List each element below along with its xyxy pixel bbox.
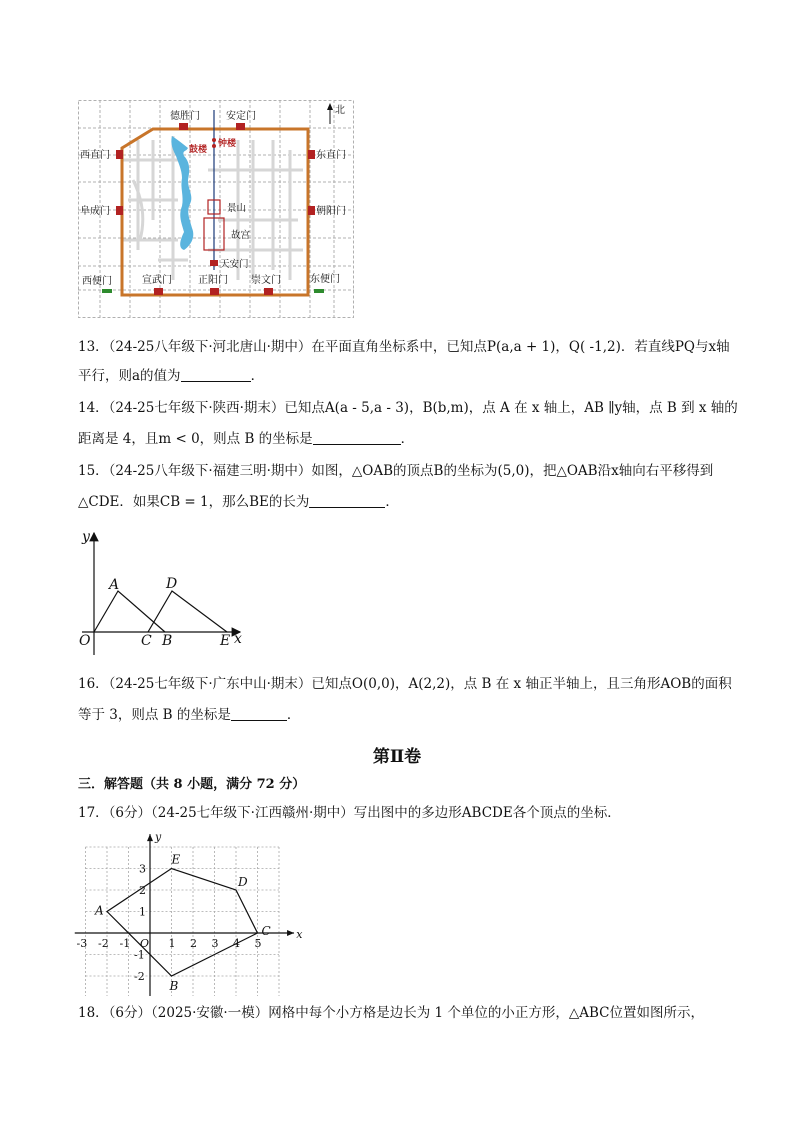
y-tick-label: 2 xyxy=(139,884,146,897)
q15-label-A: A xyxy=(109,577,120,593)
q14-end: ． xyxy=(400,431,415,447)
polygon-ABCDE xyxy=(107,869,258,977)
q15-label-B: B xyxy=(162,633,173,649)
q15-label-C: C xyxy=(141,633,152,649)
part3-title: 三．解答题（共 8 小题，满分 72 分） xyxy=(78,777,306,792)
gate-fucheng: 阜成门 xyxy=(80,206,110,217)
gate-xizhi: 西直门 xyxy=(80,150,110,161)
gate-chongwen: 崇文门 xyxy=(251,275,281,286)
q15-line2 xyxy=(78,493,399,511)
gate-dongzhi: 东直门 xyxy=(316,150,346,161)
gate-anding: 安定门 xyxy=(226,111,256,122)
vertex-label: C xyxy=(261,924,271,938)
q13-line2-text: 平行，则a的值为 xyxy=(78,368,181,384)
q17-line1: 17．（6分）（24-25七年级下·江西赣州·期中）写出图中的多边形ABCDE各个顶点的坐标． xyxy=(78,805,621,821)
dongbian-gate-marker xyxy=(314,289,324,293)
triangle-OAB xyxy=(94,591,165,632)
q16-line1: 16．（24-25七年级下·广东中山·期末）已知点O(0,0)，A(2,2)，点 B 在 x 轴正半轴上，且三角形AOB的面积 xyxy=(78,676,732,692)
q16-line2 xyxy=(78,706,300,724)
map-streets xyxy=(123,136,303,280)
q17-coordinate-figure xyxy=(70,826,306,996)
xibian-gate-marker xyxy=(102,289,112,293)
landmark-gugong: 故宫 xyxy=(231,230,251,241)
q15-line1: 15．（24-25八年级下·福建三明·期中）如图，△OAB的顶点B的坐标为(5,0)，把△OAB沿x轴向右平移得到 xyxy=(78,463,714,479)
q18-line1: 18．（6分）（2025·安徽·一模）网格中每个小方格是边长为 1 个单位的小正方形，△ABC位置如图所示， xyxy=(78,1005,705,1021)
q15-figure xyxy=(74,525,254,660)
triangle-CDE xyxy=(148,591,227,632)
gate-markers xyxy=(116,123,315,295)
north-arrow-icon xyxy=(327,103,333,124)
q14-line1: 14．（24-25七年级下·陕西·期末）已知点A(a - 5,a - 3)，B(b,m)，点 A 在 x 轴上，AB ∥y轴，点 B 到 x 轴的 xyxy=(78,400,738,416)
x-tick-label: 2 xyxy=(190,937,197,950)
x-tick-label: 3 xyxy=(211,937,219,950)
y-tick-label: -1 xyxy=(134,948,145,962)
q14-line2-text: 距离是 4，且m < 0，则点 B 的坐标是 xyxy=(78,431,313,447)
q15-label-y: y xyxy=(82,529,90,545)
x-tick-label: 5 xyxy=(254,937,262,950)
gate-zhengyang: 正阳门 xyxy=(198,275,228,286)
gate-dongbian: 东便门 xyxy=(310,274,340,285)
q15-label-x: x xyxy=(234,631,242,647)
q13-end: ． xyxy=(250,368,265,384)
q13-answer-blank[interactable] xyxy=(181,367,251,382)
gate-xibian: 西便门 xyxy=(82,276,112,287)
y-axis-arrow xyxy=(147,834,153,841)
q15-end: ． xyxy=(385,494,399,510)
q13-line1: 13．（24-25八年级下·河北唐山·期中）在平面直角坐标系中，已知点P(a,a + 1)，Q( -1,2)．若直线PQ与x轴 xyxy=(78,339,730,355)
gulou-dot xyxy=(212,144,216,148)
zhonglou-dot xyxy=(212,138,216,142)
landmark-zhonglou: 钟楼 xyxy=(218,139,237,149)
gate-desheng: 德胜门 xyxy=(170,111,200,122)
y-axis-label: y xyxy=(155,830,162,844)
vertex-label: B xyxy=(169,979,179,993)
gate-chaoyang: 朝阳门 xyxy=(316,206,346,217)
beijing-map-figure xyxy=(78,100,354,318)
x-tick-label: -1 xyxy=(119,937,131,950)
vertex-label: A xyxy=(95,903,104,918)
landmark-gulou: 鼓楼 xyxy=(189,145,208,155)
origin-label: O xyxy=(140,937,150,950)
y-tick-label: 3 xyxy=(139,862,146,876)
q15-label-O: O xyxy=(79,633,91,649)
q15-answer-blank[interactable] xyxy=(309,493,385,508)
q14-answer-blank[interactable] xyxy=(313,430,401,445)
x-axis-arrow xyxy=(287,930,294,936)
vertex-label: E xyxy=(171,852,181,867)
vertex-label: D xyxy=(238,875,248,889)
q15-label-E: E xyxy=(220,633,231,649)
q16-answer-blank[interactable] xyxy=(231,706,287,721)
landmark-jingshan: 景山 xyxy=(227,203,247,214)
q15-line2-text: △CDE．如果CB = 1，那么BE的长为 xyxy=(78,494,310,510)
y-tick-label: 1 xyxy=(139,905,146,919)
q16-line2-text: 等于 3，则点 B 的坐标是 xyxy=(78,707,231,723)
x-tick-label: 1 xyxy=(168,937,176,950)
x-axis-label: x xyxy=(296,928,303,941)
q14-line2 xyxy=(78,430,414,448)
q13-line2 xyxy=(78,367,264,385)
gate-xuanwu: 宣武门 xyxy=(142,275,172,286)
x-tick-label: -2 xyxy=(98,937,109,950)
y-tick-label: -2 xyxy=(134,970,145,983)
x-tick-label: 4 xyxy=(233,937,240,950)
north-label: 北 xyxy=(335,105,345,116)
landmark-tiananmen: 天安门 xyxy=(220,259,249,270)
section-title: 第Ⅱ卷 xyxy=(372,747,422,767)
q15-label-D: D xyxy=(166,576,178,592)
x-tick-label: -3 xyxy=(76,937,88,950)
q16-end: ． xyxy=(286,707,301,723)
